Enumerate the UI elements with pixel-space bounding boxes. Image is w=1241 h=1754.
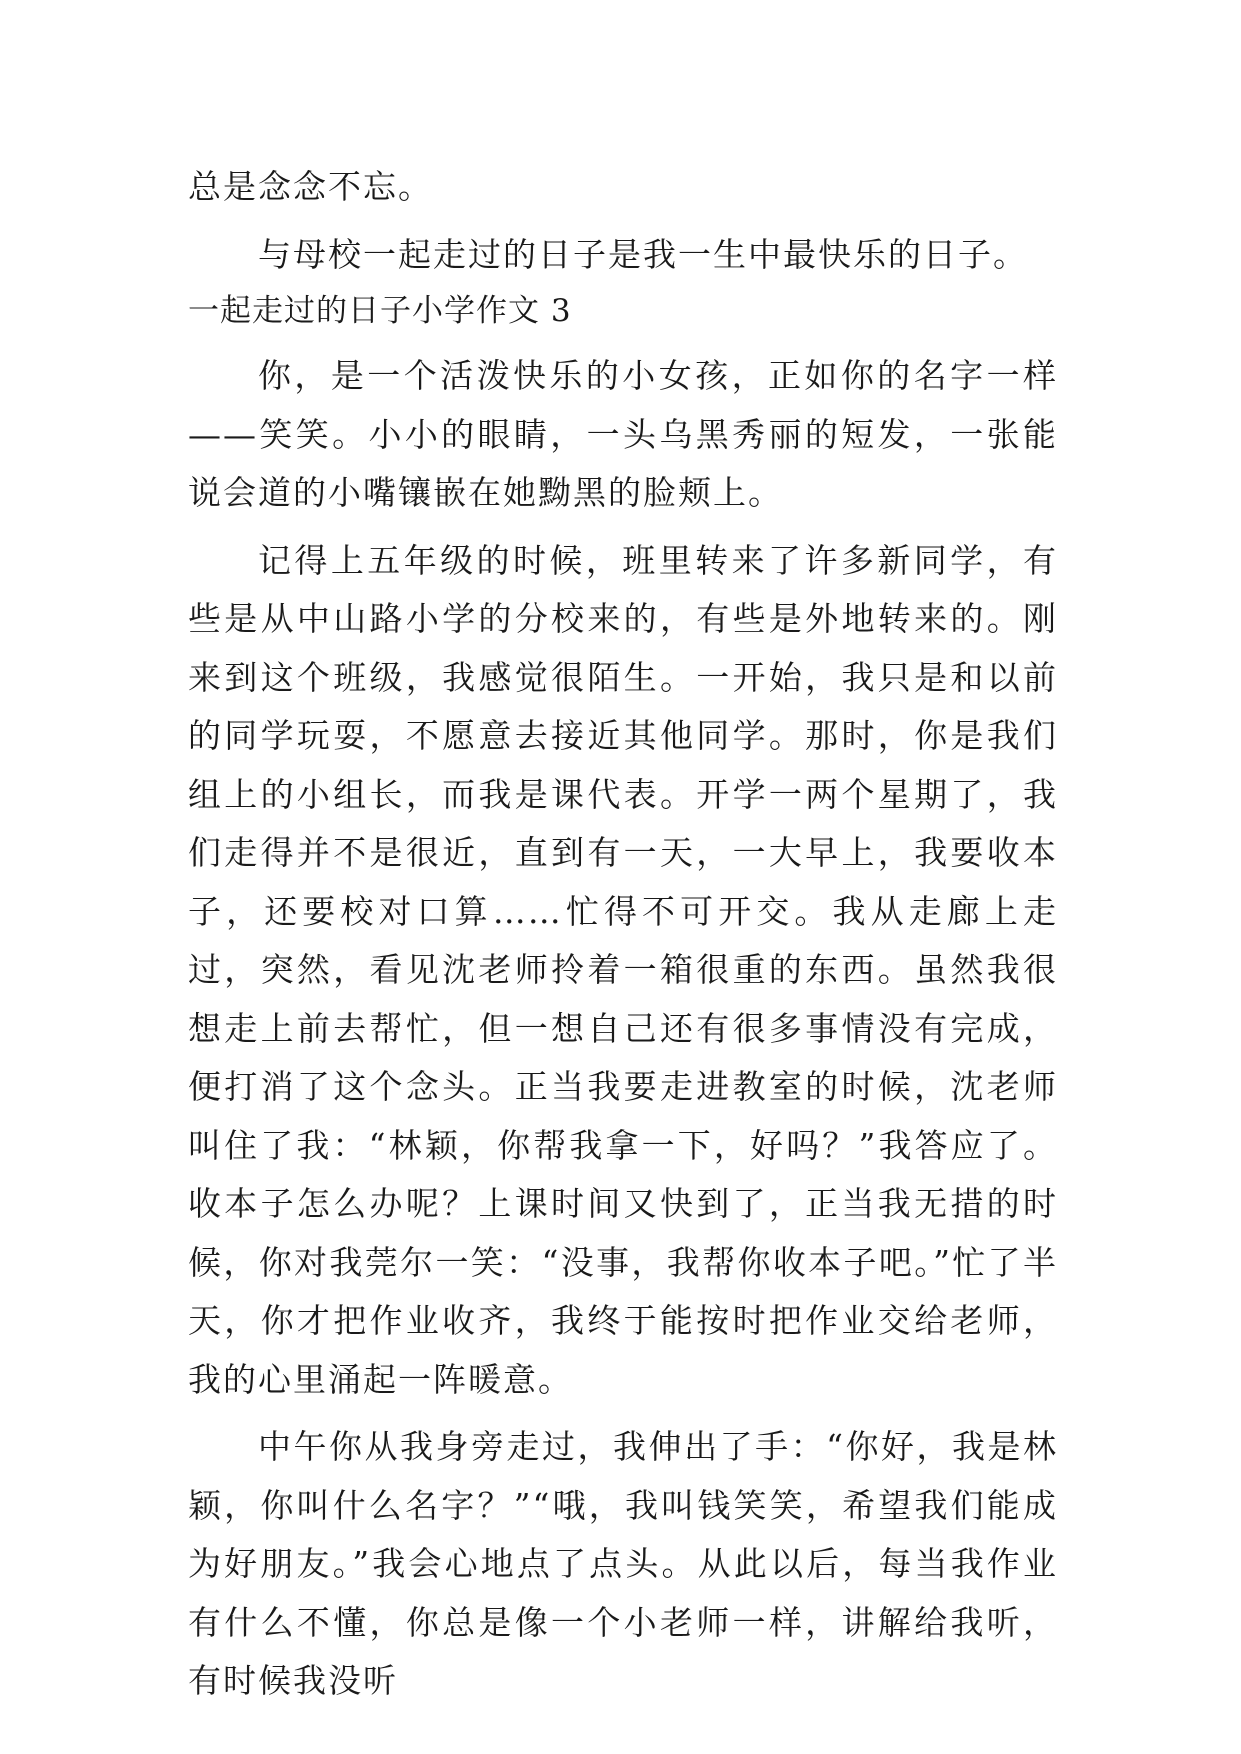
- paragraph-friendship: 中午你从我身旁走过，我伸出了手：“你好，我是林颖，你叫什么名字？”“哦，我叫钱笑笑，希望我们能成为好朋友。”我会心地点了点头。从此以后，每当我作业有什么不懂，你总是像一个小老师一样，讲解给我听，有时候我没听: [188, 1427, 1058, 1700]
- paragraph-continuation: 总是念念不忘。: [188, 167, 433, 206]
- paragraph-fifth-grade-story: 记得上五年级的时候，班里转来了许多新同学，有些是从中山路小学的分校来的，有些是外地转来的。刚来到这个班级，我感觉很陌生。一开始，我只是和以前的同学玩耍，不愿意去接近其他同学。那时，你是我们组上的小组长，而我是课代表。开学一两个星期了，我们走得并不是很近，直到有一天，一大早上，我要收本子，还要校对口算……忙得不可开交。我从走廊上走过，突然，看见沈老师拎着一箱很重的东西。虽然我很想走上前去帮忙，但一想自己还有很多事情没有完成，便打消了这个念头。正当我要走进教室的时候，沈老师叫住了我：“林颖，你帮我拿一下，好吗？”我答应了。收本子怎么办呢？上课时间又快到了，正当我无措的时候，你对我莞尔一笑：“没事，我帮你收本子吧。”忙了半天，你才把作业收齐，我终于能按时把作业交给老师，我的心里涌起一阵暖意。: [188, 540, 1058, 1399]
- section-heading: 一起走过的日子小学作文 3: [188, 293, 572, 329]
- paragraph-introduction: 你，是一个活泼快乐的小女孩，正如你的名字一样——笑笑。小小的眼睛，一头乌黑秀丽的短发，一张能说会道的小嘴镶嵌在她黝黑的脸颊上。: [188, 356, 1058, 512]
- paragraph-alma-mater: 与母校一起走过的日子是我一生中最快乐的日子。: [258, 234, 1028, 274]
- document-body: [188, 158, 1058, 1711]
